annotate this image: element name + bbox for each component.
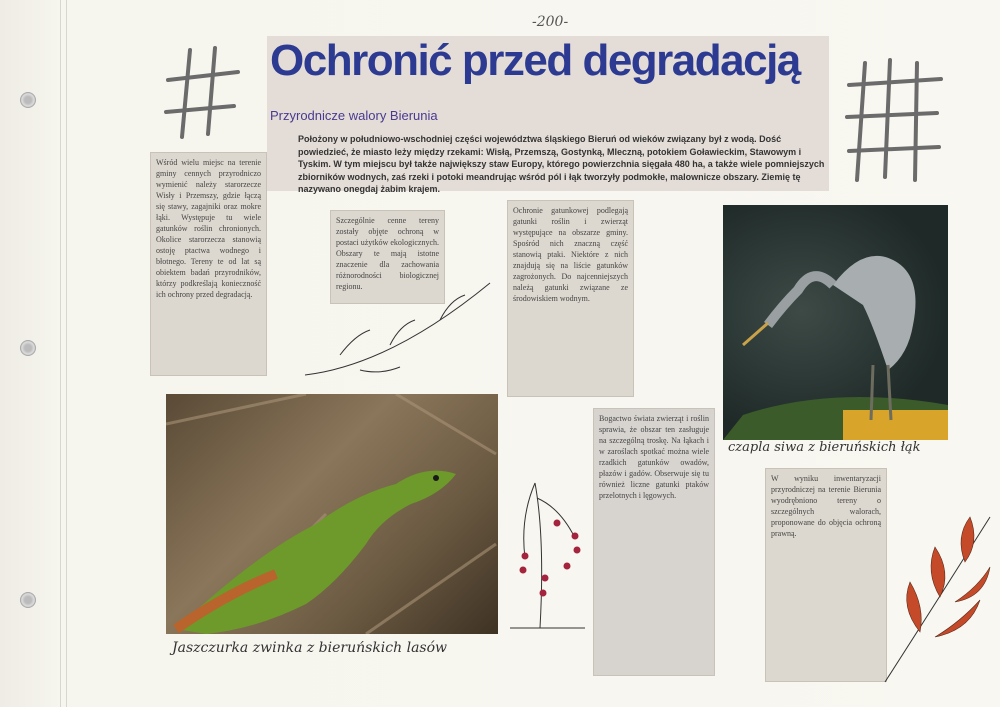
- binder-hole: [20, 92, 36, 108]
- heron-illustration: [723, 205, 948, 440]
- margin-line: [60, 0, 61, 707]
- article-lead: Położony w południowo-wschodniej części województwa śląskiego Bieruń od wieków związany był z wodą. Dość powiedzieć, że miasto leży między rzekami: Wisłą, Przemszą, Gostynką, Mleczną, potokiem Goławieckim, Stawowym i Tyskim. W tym miejscu był także największy staw Europy, którego powierzchnia sięgała 480 ha, a także wiele pomniejszych zbiorników wodnych, zaś rzeki i potoki meandrując wśród pól i łąk tworzyły podmokłe, malownicze obszary. Ziemię tę nazywano onegdaj żabim krajem.: [298, 134, 825, 194]
- article-column-1: [150, 152, 267, 376]
- hash-doodle-right: [845, 55, 945, 185]
- article-text: Szczególnie cenne tereny zostały objęte ochroną w postaci użytków ekologicznych. Obszary te mają istotne znaczenie dla zachowania różnorodności biologicznej regionu.: [336, 216, 441, 291]
- page-number: -200-: [532, 14, 569, 30]
- hash-doodle-left: [160, 42, 240, 142]
- article-column-5: [765, 468, 887, 682]
- binder-hole: [20, 340, 36, 356]
- article-text: Bogactwo świata zwierząt i roślin sprawia, że obszar ten zasługuje na szczególną troskę. Na łąkach i w zaroślach spotkać można wiele rzadkich gatunków owadów, płazów i gadów. Obserwuje się tu również liczne gatunki ptaków przelotnych i lęgowych.: [599, 414, 711, 500]
- article-column-4: [593, 408, 715, 676]
- lizard-caption: Jaszczurka zwinka z bieruńskich lasów: [172, 640, 448, 656]
- article-subtitle: Przyrodnicze walory Bierunia: [270, 108, 438, 123]
- berry-branch-drawing: [505, 478, 590, 638]
- article-text: Wśród wielu miejsc na terenie gminy cennych przyrodniczo wymienić należy starorzecze Wisły i Przemszy, gdzie łączą się stawy, zagajniki oraz mokre łąki. Występuje tu wiele gatunków roślin chronionych. Okolice starorzecza stanowią ostoję ptactwa wodnego i błotnego. Tereny te od lat są obiektem badań przyrodników, którzy podkreślają konieczność ich ochrony przed degradacją.: [156, 158, 263, 299]
- article-headline: Ochronić przed degradacją: [270, 36, 800, 85]
- lizard-illustration: [166, 394, 498, 634]
- red-leaves-drawing: [880, 512, 995, 687]
- margin-line: [66, 0, 67, 707]
- article-column-3: [507, 200, 634, 397]
- fern-sprig-drawing: [300, 275, 500, 385]
- lizard-photo: [166, 394, 498, 634]
- article-text: Ochronie gatunkowej podlegają gatunki roślin i zwierząt występujące na obszarze gminy. Spośród nich znaczną część stanowią ptaki. Niektóre z nich znajdują się na liście gatunków zagrożonych. Do najcenniejszych należą gatunki związane ze środowiskiem wodnym.: [513, 206, 630, 303]
- heron-caption: czapla siwa z bieruńskich łąk: [728, 440, 921, 455]
- binder-hole: [20, 592, 36, 608]
- article-text: W wyniku inwentaryzacji przyrodniczej na terenie Bierunia wyodrębniono tereny o szczególnych walorach, proponowane do objęcia ochroną prawną.: [771, 474, 883, 538]
- heron-photo: [723, 205, 948, 440]
